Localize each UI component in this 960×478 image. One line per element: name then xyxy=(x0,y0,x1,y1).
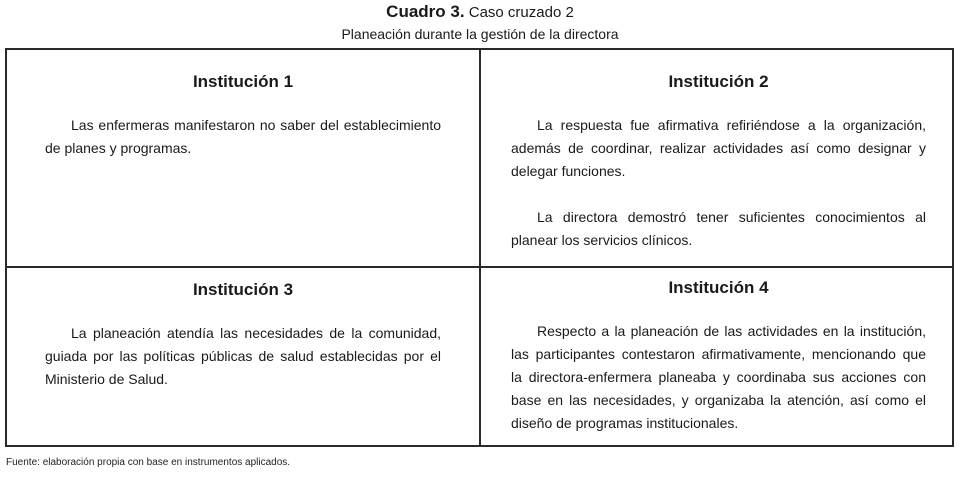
cell-title: Institución 1 xyxy=(192,72,294,91)
cell-text: Las enfermeras manifestaron no saber del establecimiento de planes y programas. xyxy=(45,117,441,156)
cell-title: Institución 4 xyxy=(668,278,769,297)
table-cell-institucion-1 xyxy=(7,50,479,266)
table-title: Planeación durante la gestión de la directora xyxy=(341,26,619,42)
cell-text: Respecto a la planeación de las actividades en la institución, las participantes contestaron afirmativamente, mencionando que la directora-enfermera planeaba y coordinaba sus acciones con base en las necesidades, y organizaba la atención, así como el diseño de programas institucionales. xyxy=(511,323,926,431)
cell-text: La respuesta fue afirmativa refiriéndose a la organización, además de coordinar, realizar actividades así como designar y delegar funciones. xyxy=(511,117,926,179)
cell-text: La planeación atendía las necesidades de la comunidad, guiada por las políticas públicas de salud establecidas por el Ministerio de Salud. xyxy=(45,325,441,387)
cell-title: Institución 2 xyxy=(668,72,769,91)
comparison-table xyxy=(5,48,954,447)
table-cell-institucion-3 xyxy=(7,268,479,445)
source-footnote: Fuente: elaboración propia con base en instrumentos aplicados. xyxy=(6,457,291,468)
table-cell-institucion-4 xyxy=(481,268,952,445)
cell-text: La directora demostró tener suficientes conocimientos al planear los servicios clínicos. xyxy=(511,209,926,248)
table-subtitle: Caso cruzado 2 xyxy=(468,4,574,21)
table-caption xyxy=(0,1,960,23)
table-number: Cuadro 3. xyxy=(386,2,465,21)
cell-title: Institución 3 xyxy=(192,280,294,299)
table-cell-institucion-2 xyxy=(481,50,952,266)
